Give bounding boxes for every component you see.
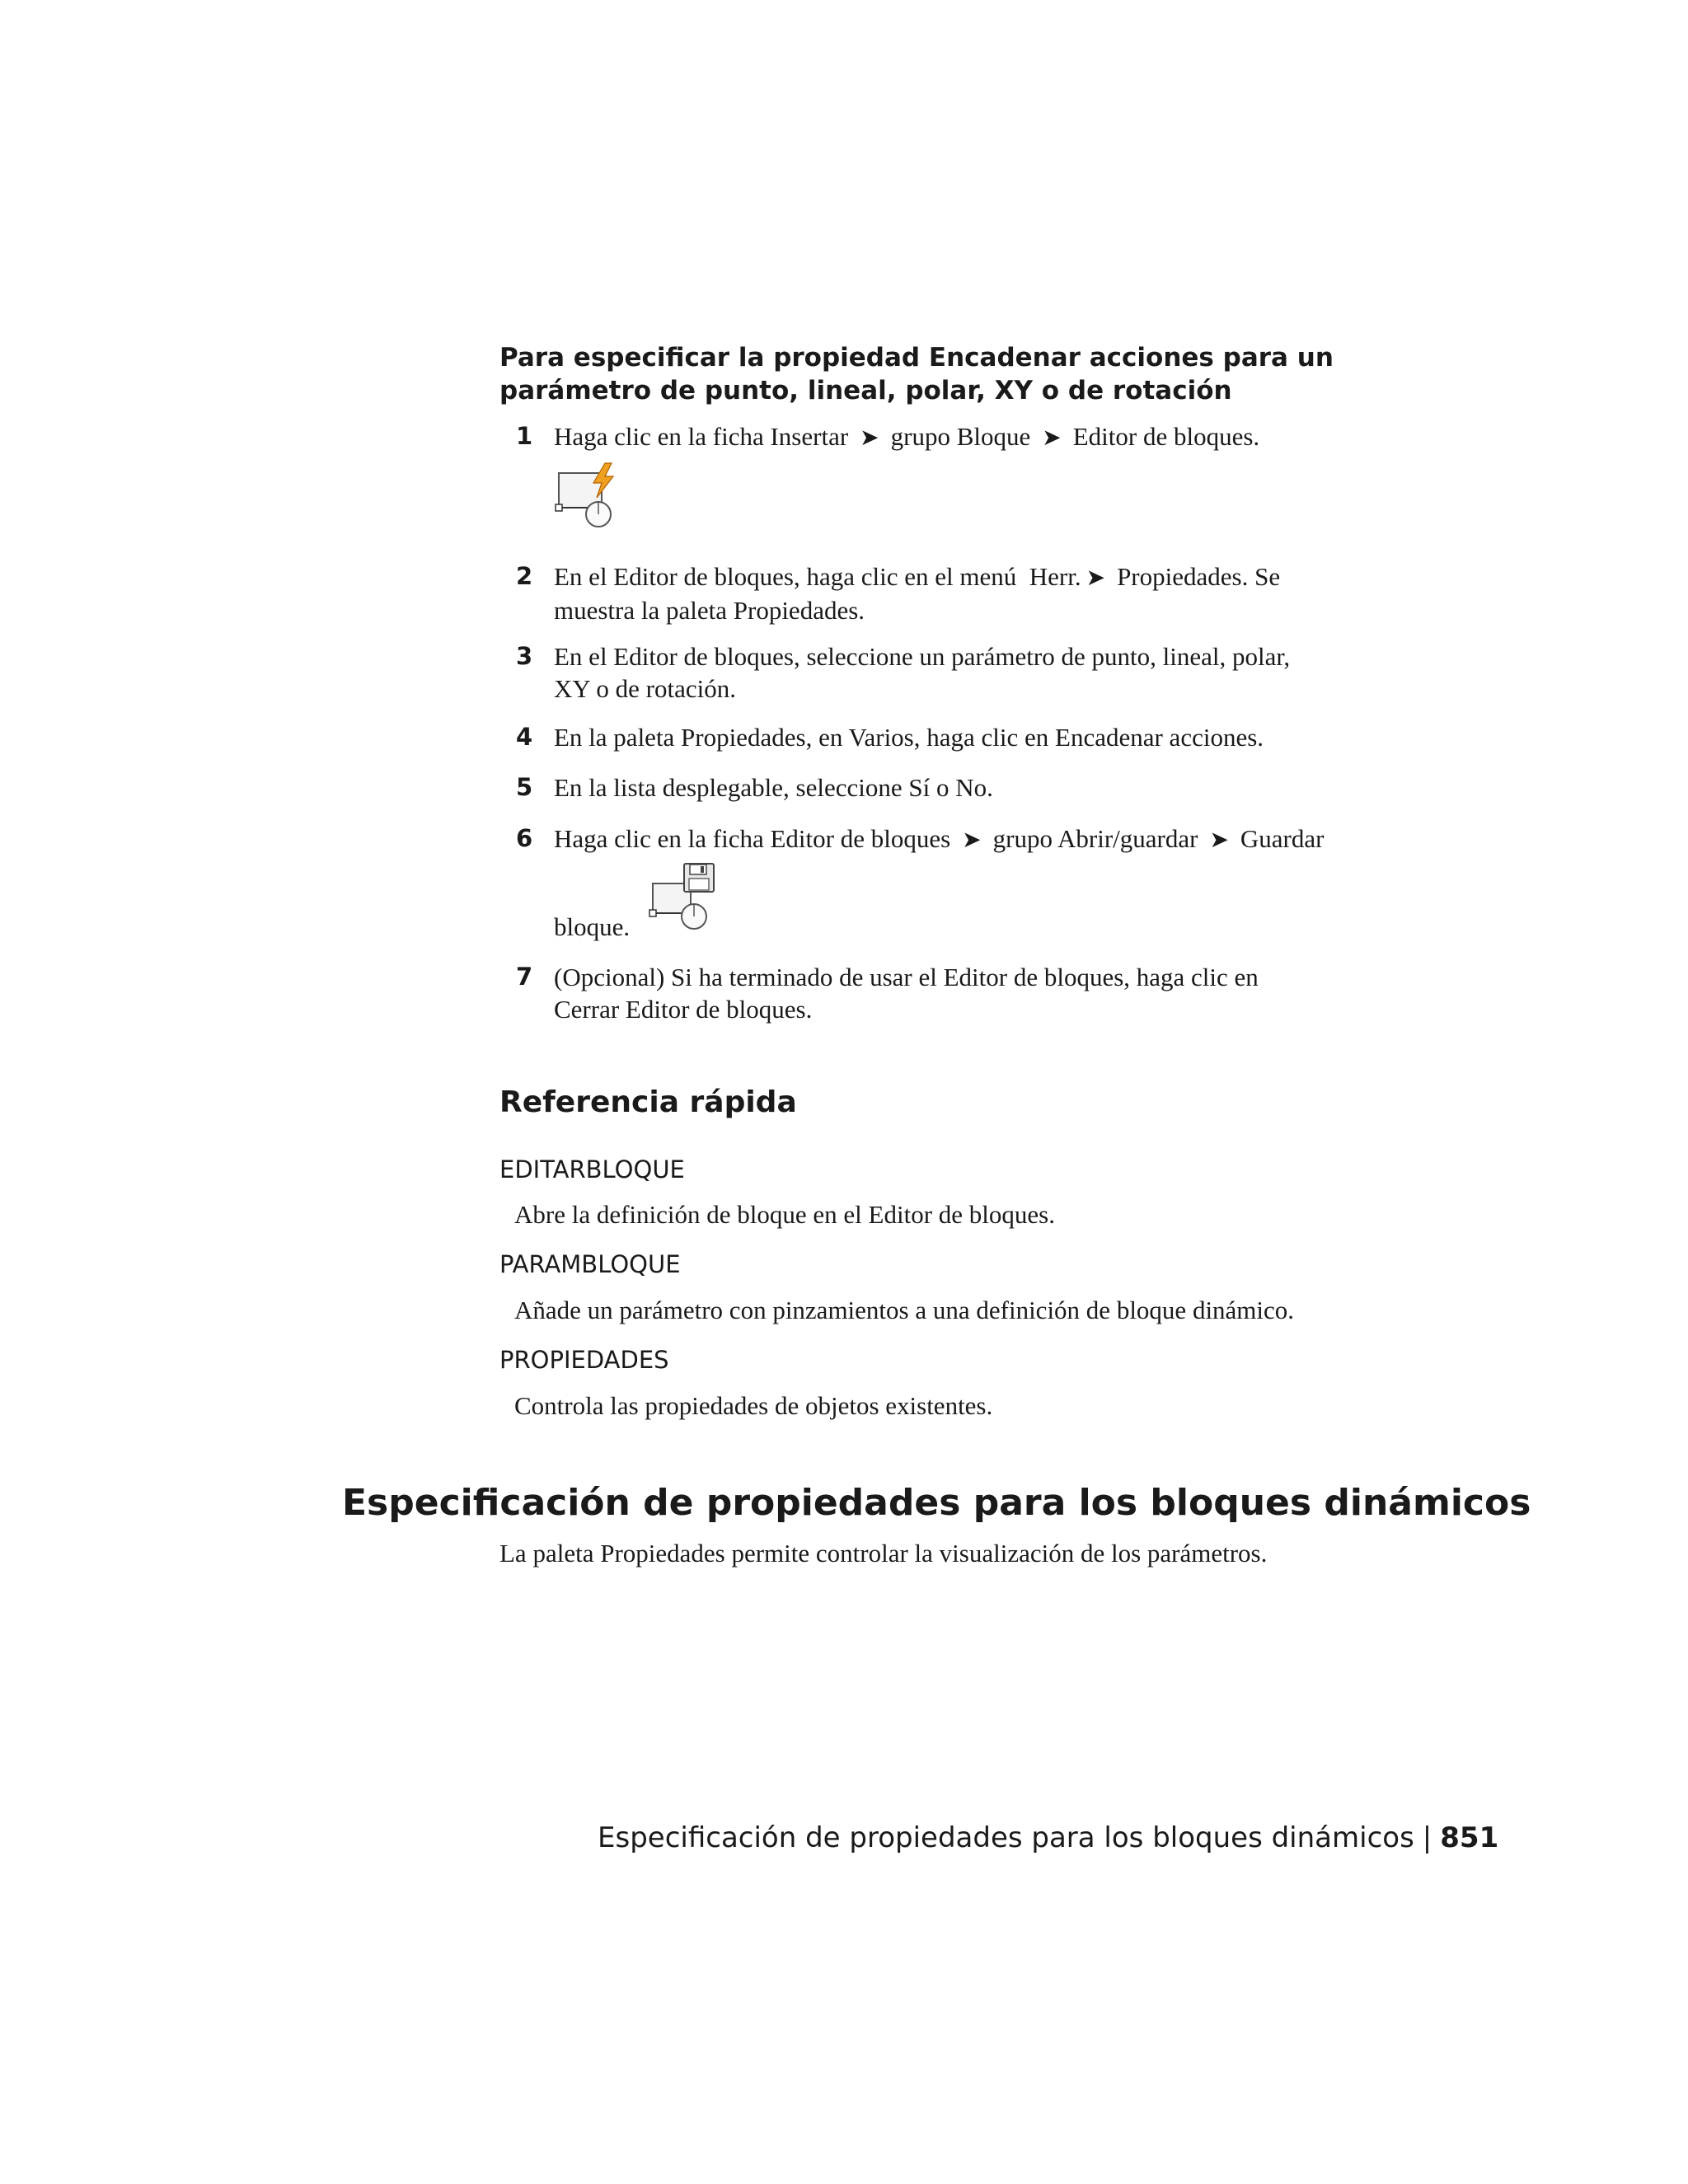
- command-link[interactable]: PARAMBLOQUE: [499, 1250, 681, 1278]
- step-number: 1: [516, 422, 533, 450]
- step-number: 3: [516, 642, 533, 670]
- step-2: 2 En el Editor de bloques, haga clic en el menú Herr. ➤ Propiedades. Se muestra la paleta Propiedades.: [516, 562, 1281, 625]
- footer-title: Especificación de propiedades para los bloques dinámicos: [598, 1821, 1414, 1854]
- step-number: 7: [516, 963, 533, 991]
- procedure-title: Para especificar la propiedad Encadenar acciones para un parámetro de punto, lineal, polar, XY o de rotación: [499, 343, 1334, 405]
- save-block-icon: [648, 862, 722, 933]
- page-number: 851: [1440, 1821, 1499, 1854]
- step-4: 4 En la paleta Propiedades, en Varios, haga clic en Encadenar acciones.: [516, 723, 1264, 752]
- section-heading: Especificación de propiedades para los bloques dinámicos: [342, 1482, 1531, 1524]
- command-description: Añade un parámetro con pinzamientos a una definición de bloque dinámico.: [514, 1296, 1295, 1324]
- section-paragraph: La paleta Propiedades permite controlar la visualización de los parámetros.: [499, 1539, 1268, 1568]
- footer-separator: |: [1422, 1821, 1432, 1854]
- step-number: 4: [516, 723, 533, 751]
- step-3: 3 En el Editor de bloques, seleccione un parámetro de punto, lineal, polar, XY o de rotación.: [516, 642, 1291, 703]
- page-footer: [598, 1821, 1499, 1854]
- command-description: Controla las propiedades de objetos existentes.: [514, 1391, 993, 1420]
- step-number: 6: [516, 824, 533, 852]
- step-6: 6 Haga clic en la ficha Editor de bloques ➤ grupo Abrir/guardar ➤ Guardar: [516, 824, 1325, 853]
- step-number: 2: [516, 562, 533, 590]
- step-1: 1 Haga clic en la ficha Insertar ➤ grupo Bloque ➤ Editor de bloques.: [516, 422, 1260, 451]
- quick-reference-heading: Referencia rápida: [499, 1085, 797, 1119]
- step-number: 5: [516, 773, 533, 801]
- step-5: 5 En la lista desplegable, seleccione Sí o No.: [516, 773, 993, 802]
- command-description: Abre la definición de bloque en el Editor de bloques.: [514, 1200, 1055, 1229]
- step-6-continued: bloque.: [554, 912, 631, 941]
- block-editor-lightning-icon: [554, 462, 630, 529]
- command-link[interactable]: EDITARBLOQUE: [499, 1155, 685, 1183]
- step-7: 7 (Opcional) Si ha terminado de usar el Editor de bloques, haga clic en Cerrar Editor de bloques.: [516, 963, 1259, 1024]
- command-link[interactable]: PROPIEDADES: [499, 1346, 669, 1374]
